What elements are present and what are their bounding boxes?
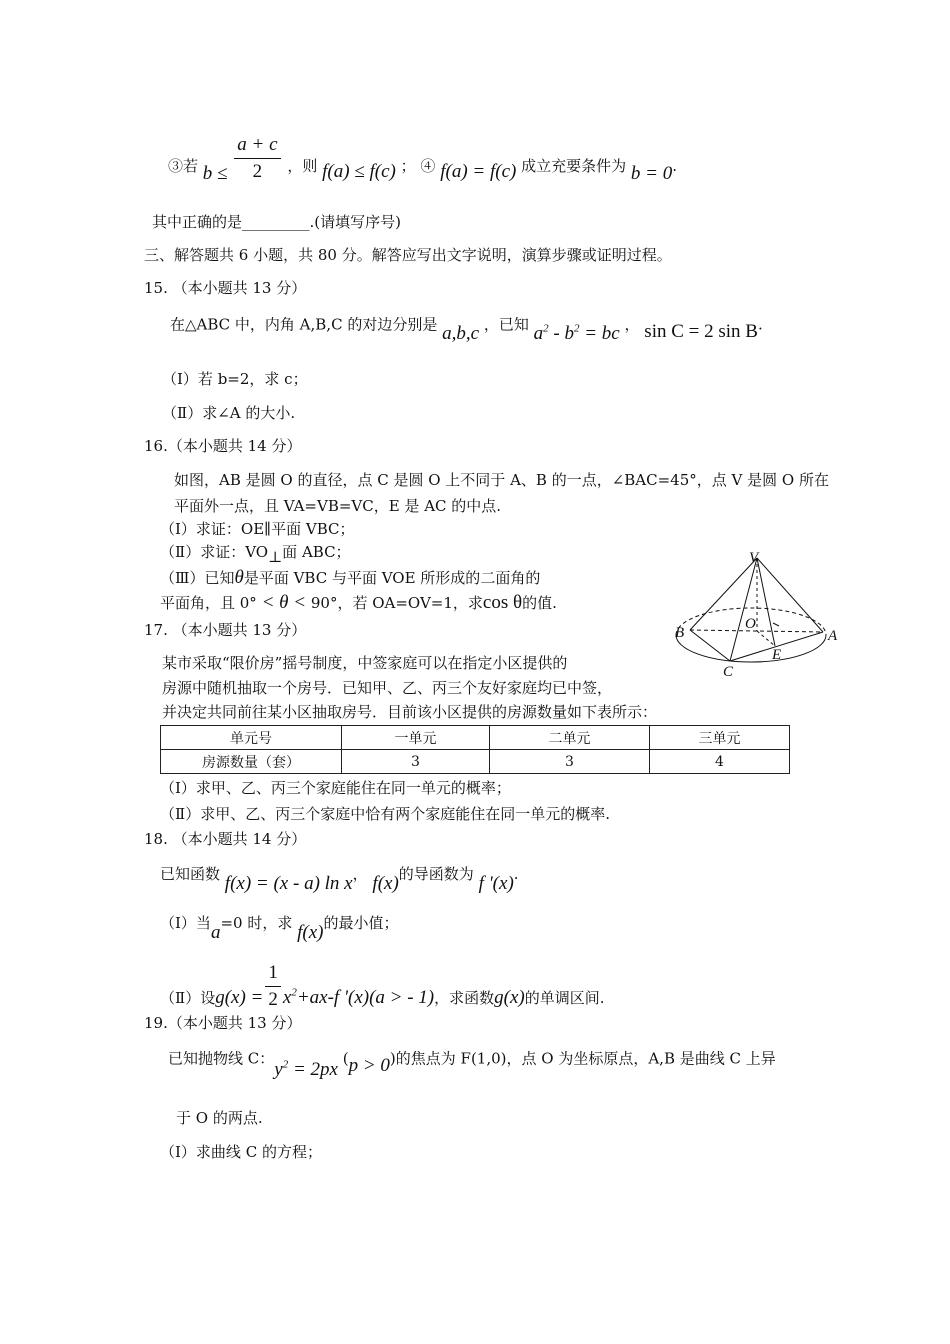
q17-stem-line3: 并决定共同前往某小区抽取房号．目前该小区提供的房源数量如下表所示： bbox=[162, 703, 658, 721]
section3-heading: 三、解答题共 6 小题，共 80 分。解答应写出文字说明，演算步骤或证明过程。 bbox=[144, 246, 672, 264]
q17-stem-line2: 房源中随机抽取一个房号．已知甲、乙、丙三个友好家庭均已中签， bbox=[162, 679, 613, 697]
q16-part3-line2-pre: 平面角，且 0° bbox=[160, 594, 257, 612]
q18-g-def: g(x) = bbox=[215, 986, 264, 1008]
q16-part3-line2-mid: 90°，若 OA=OV=1，求 bbox=[310, 594, 483, 612]
item4-condition: b = 0 bbox=[630, 162, 673, 184]
label-e: E bbox=[772, 647, 782, 663]
q18-stem-pre: 已知函数 bbox=[160, 865, 221, 883]
item4-end: . bbox=[672, 156, 678, 175]
answer-line: 其中正确的是_________.(请填写序号) bbox=[152, 213, 401, 231]
q17-header: 17. （本小题共 13 分） bbox=[144, 621, 307, 639]
q15-eq1-b: b bbox=[564, 323, 574, 345]
q15-eq1-rest: = bc bbox=[584, 323, 620, 345]
q15-vars: a,b,c bbox=[442, 323, 480, 345]
item4-prefix: ④ bbox=[420, 156, 436, 175]
q18-part2 bbox=[160, 962, 605, 1012]
q18-half-denominator: 2 bbox=[268, 988, 278, 1010]
item3-inequality: f(a) ≤ f(c) bbox=[322, 160, 396, 182]
q19-cond-close: ) bbox=[389, 1049, 396, 1068]
q18-part1-end: 的最小值； bbox=[323, 914, 399, 932]
segment-bc bbox=[690, 630, 730, 661]
q16-part3-line2-end: 的值. bbox=[522, 594, 557, 612]
q18-part1 bbox=[160, 912, 399, 943]
q16-part2-post: 面 ABC； bbox=[282, 543, 351, 561]
q16-cos-theta: cos θ bbox=[482, 592, 523, 613]
table-header-cell: 一单元 bbox=[342, 726, 490, 750]
table-cell: 3 bbox=[342, 750, 490, 774]
table-cell: 3 bbox=[490, 750, 650, 774]
q15-header: 15. （本小题共 13 分） bbox=[144, 279, 307, 297]
label-v: V bbox=[749, 550, 759, 566]
table-header-cell: 二单元 bbox=[490, 726, 650, 750]
table-cell: 房源数量（套） bbox=[161, 750, 342, 774]
q16-theta-range: < θ < bbox=[261, 592, 307, 613]
q19-stem bbox=[168, 1047, 776, 1081]
q19-y: y bbox=[274, 1059, 283, 1081]
q19-eq-rest: = 2px bbox=[292, 1059, 338, 1081]
q18-gx: g(x) bbox=[494, 986, 525, 1008]
q17-stem-line1: 某市采取“限价房”摇号制度，中签家庭可以在指定小区提供的 bbox=[162, 654, 568, 672]
q18-header: 18. （本小题共 14 分） bbox=[144, 830, 307, 848]
edge-va bbox=[757, 558, 823, 632]
q18-part1-mid: =0 时，求 bbox=[220, 914, 293, 932]
table-header-row bbox=[161, 726, 790, 750]
table-cell: 4 bbox=[650, 750, 790, 774]
q18-stem bbox=[160, 863, 519, 894]
q15-part2: （Ⅱ）求∠A 的大小. bbox=[162, 404, 296, 422]
q17-part1: （Ⅰ）求甲、乙、丙三个家庭能住在同一单元的概率； bbox=[160, 779, 511, 797]
item3-b: b ≤ bbox=[202, 162, 228, 184]
edge-ve bbox=[757, 558, 775, 646]
q15-known: ，已知 bbox=[483, 315, 529, 334]
q18-part2-end: 的单调区间. bbox=[524, 988, 605, 1007]
label-o: O bbox=[745, 616, 756, 632]
table-header-cell: 单元号 bbox=[161, 726, 342, 750]
label-b: B bbox=[675, 625, 685, 641]
q18-stem-end: . bbox=[513, 865, 519, 883]
label-c: C bbox=[723, 664, 734, 680]
q16-part2-pre: （Ⅱ）求证：VO bbox=[160, 543, 269, 561]
q18-part1-pre: （Ⅰ）当 bbox=[160, 914, 211, 932]
item3-fraction bbox=[234, 134, 280, 184]
q16-perp-symbol: ⊥ bbox=[268, 548, 283, 566]
item3-separator: ； bbox=[400, 156, 416, 175]
cone-figure bbox=[665, 548, 845, 683]
q16-theta: θ bbox=[234, 567, 244, 588]
q15-stem-text: 在△ABC 中，内角 A,B,C 的对边分别是 bbox=[170, 315, 438, 334]
q18-fx: f(x) bbox=[372, 873, 399, 894]
q15-part1: （Ⅰ）若 b=2，求 c； bbox=[162, 370, 308, 388]
item-3-4-line bbox=[168, 134, 678, 188]
q18-stem-mid: 的导函数为 bbox=[398, 865, 474, 883]
q16-part3 bbox=[160, 567, 540, 590]
q18-stem-sep: ， bbox=[352, 865, 368, 883]
q18-half-fraction bbox=[265, 962, 281, 1012]
q16-part3-pre: （Ⅲ）已知 bbox=[160, 569, 235, 587]
q19-condition: p > 0 bbox=[348, 1055, 390, 1077]
right-angle-mark bbox=[773, 623, 779, 626]
q19-cond-open: ( bbox=[342, 1049, 349, 1068]
q19-stem-pre: 已知抛物线 C： bbox=[168, 1049, 275, 1068]
q17-part2: （Ⅱ）求甲、乙、丙三个家庭中恰有两个家庭能住在同一单元的概率. bbox=[160, 805, 610, 823]
table-header-cell: 三单元 bbox=[650, 726, 790, 750]
q19-part1: （Ⅰ）求曲线 C 的方程； bbox=[160, 1143, 322, 1161]
item4-equation: f(a) = f(c) bbox=[440, 160, 517, 182]
q18-half-numerator: 1 bbox=[265, 962, 281, 987]
q18-x: x bbox=[282, 986, 292, 1008]
q18-function: f(x) = (x - a) ln x bbox=[224, 873, 353, 894]
q19-parabola-eq: $y^2 = 2px$ bbox=[274, 1059, 338, 1081]
q16-stem-line1: 如图，AB 是圆 O 的直径，点 C 是圆 O 上不同于 A、B 的一点，∠BAC=45°，点 V 是圆 O 所在 bbox=[174, 471, 829, 489]
item3-denominator: 2 bbox=[252, 160, 263, 182]
item3-numerator: a + c bbox=[234, 134, 280, 159]
q19-stem-line2: 于 O 的两点. bbox=[176, 1109, 263, 1127]
q15-eq2-end: . bbox=[757, 315, 763, 334]
q18-a: a bbox=[210, 922, 221, 943]
label-a: A bbox=[828, 628, 838, 644]
q19-header: 19.（本小题共 13 分） bbox=[144, 1014, 302, 1032]
table-row bbox=[161, 750, 790, 774]
q18-g-rest: +ax-f '(x)(a > - 1) bbox=[296, 986, 435, 1008]
q15-eq1-a: a bbox=[533, 323, 544, 345]
item3-then: ，则 bbox=[287, 156, 318, 175]
housing-table bbox=[160, 725, 790, 774]
q16-header: 16.（本小题共 14 分） bbox=[144, 437, 302, 455]
q18-part2-pre: （Ⅱ）设 bbox=[160, 988, 216, 1007]
q16-part3-line2 bbox=[160, 592, 557, 615]
q15-stem bbox=[170, 313, 763, 345]
q15-eq-sep: ， bbox=[624, 315, 640, 334]
q15-equation-2: sin C = 2 sin B bbox=[644, 321, 758, 343]
q16-part1: （Ⅰ）求证：OE∥平面 VBC； bbox=[160, 520, 355, 538]
q16-stem-line2: 平面外一点，且 VA=VB=VC，E 是 AC 的中点. bbox=[174, 497, 502, 515]
q19-stem-post: 的焦点为 F(1,0)，点 O 为坐标原点，A,B 是曲线 C 上异 bbox=[395, 1049, 776, 1068]
q16-part3-post: 是平面 VBC 与平面 VOE 所形成的二面角的 bbox=[243, 569, 541, 587]
q15-equation-1: $a^2 - b^2$ = bc bbox=[533, 323, 620, 345]
item4-text: 成立充要条件为 bbox=[521, 156, 627, 175]
q18-part2-mid: ，求函数 bbox=[434, 988, 495, 1007]
q16-part2 bbox=[160, 543, 351, 566]
q18-x-squared: $x^2$ bbox=[282, 986, 297, 1008]
q18-derivative: f '(x) bbox=[478, 873, 514, 894]
item3-prefix: ③若 bbox=[168, 156, 199, 175]
q18-part1-fx: f(x) bbox=[297, 922, 324, 943]
